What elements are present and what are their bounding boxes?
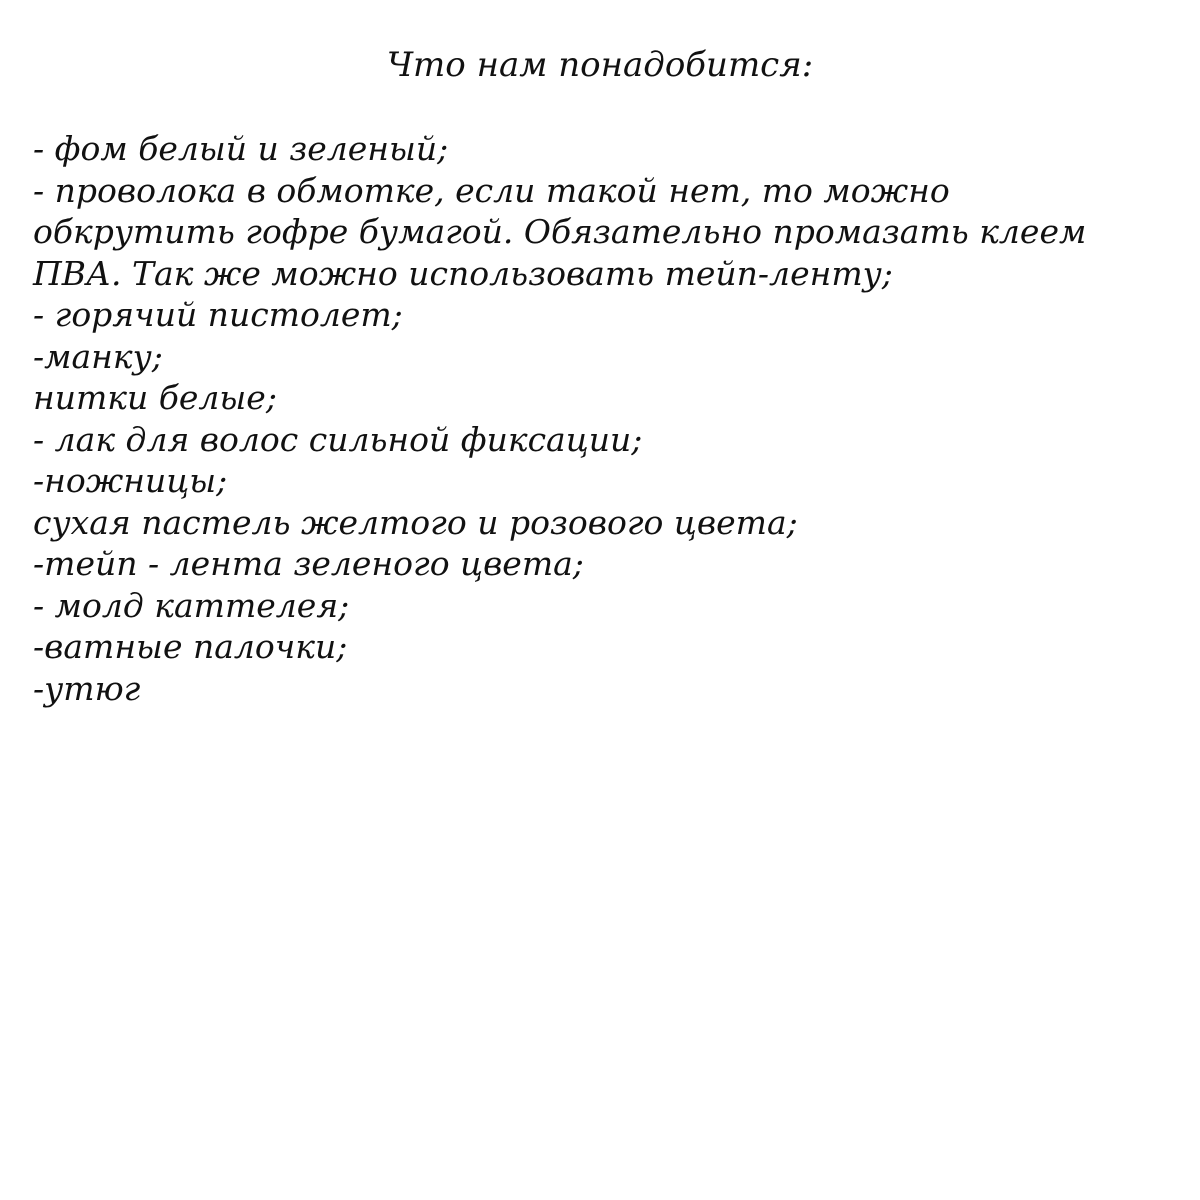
document-title: Что нам понадобится: [386,45,814,85]
list-item: -ватные палочки; [33,627,348,666]
list-item: сухая пастель желтого и розового цвета; [33,502,798,542]
list-item: нитки белые; [33,378,277,417]
materials-list [33,128,1100,709]
list-item: -ножницы; [33,461,228,500]
list-item: -тейп - лента зеленого цвета; [33,544,584,583]
list-item: - фом белый и зеленый; [33,129,449,168]
list-item: -утюг [33,668,141,708]
list-item: - проволока в обмотке, если такой нет, то можно обкрутить гофре бумагой. Обязательно промазать клеем ПВА. Так же можно использовать тейп-ленту; [33,170,1087,293]
list-item: - молд каттелея; [33,585,350,625]
list-item: - горячий пистолет; [33,295,403,334]
list-item: - лак для волос сильной фиксации; [33,419,643,459]
list-item: -манку; [33,336,163,376]
